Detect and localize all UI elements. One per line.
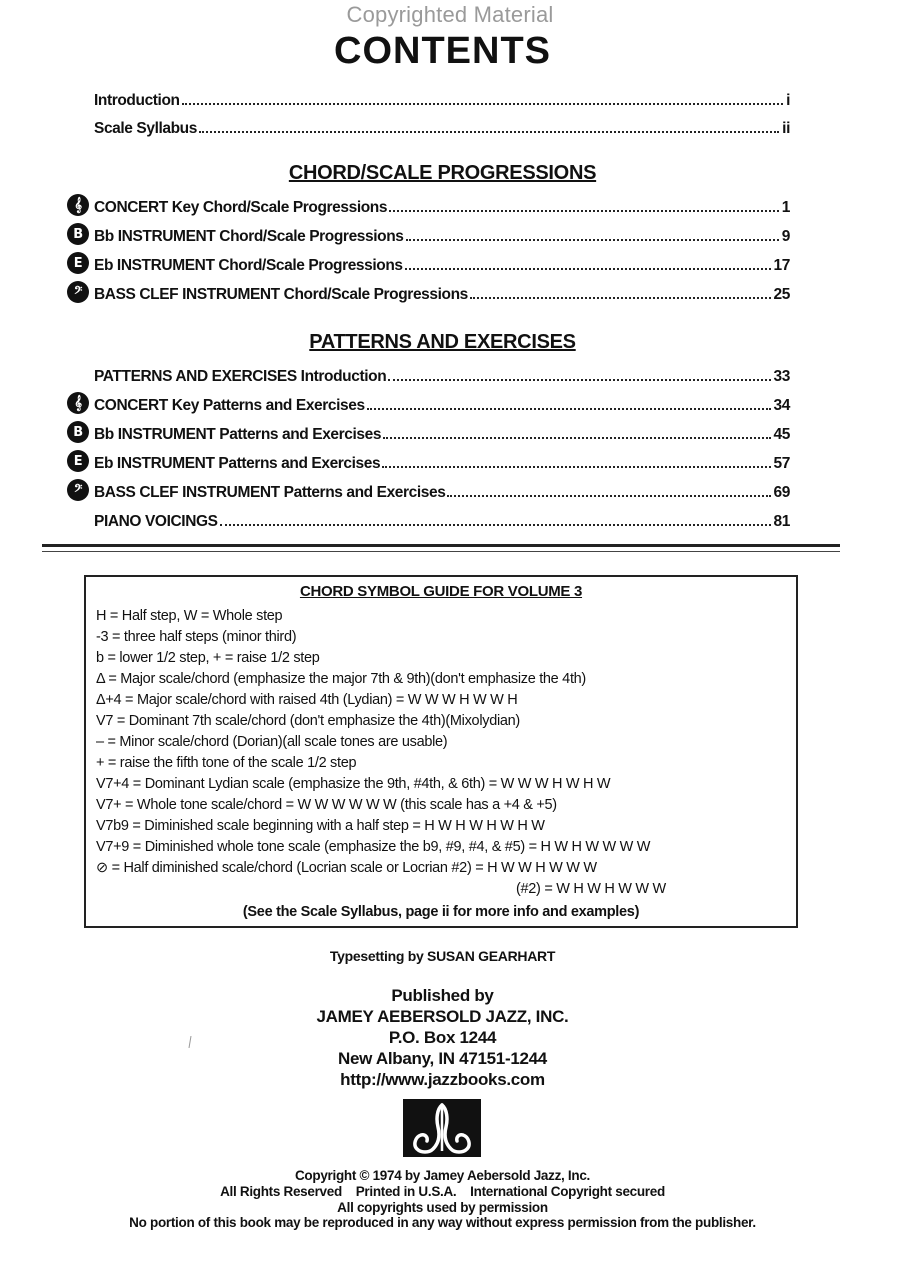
dot-leader [367, 408, 771, 410]
toc-row-eb-progressions[interactable] [73, 251, 790, 275]
chord-guide-title: CHORD SYMBOL GUIDE FOR VOLUME 3 [299, 583, 583, 600]
dot-leader [199, 131, 779, 133]
toc-row-concert-patterns[interactable] [74, 391, 790, 415]
eb-instrument-icon: E [67, 252, 89, 274]
toc-page-number: 17 [773, 257, 790, 274]
stray-mark [188, 1036, 192, 1048]
toc-label: PIANO VOICINGS [94, 513, 218, 530]
publisher-city: New Albany, IN 47151-1244 [338, 1049, 547, 1068]
bass-clef-icon: 𝄢 [67, 281, 89, 303]
permission-line: All copyrights used by permission [337, 1200, 548, 1215]
dot-leader [182, 103, 783, 105]
publisher-url[interactable]: http://www.jazzbooks.com [340, 1070, 545, 1089]
toc-row-eb-patterns[interactable] [73, 449, 790, 473]
treble-clef-icon: 𝄞 [67, 392, 89, 414]
toc-label: Bb INSTRUMENT Chord/Scale Progressions [94, 228, 404, 245]
publisher-po-box: P.O. Box 1244 [388, 1028, 497, 1047]
chord-guide-note: (See the Scale Syllabus, page ii for more info and examples) [242, 904, 640, 920]
chord-guide-line: – = Minor scale/chord (Dorian)(all scale tones are usable) [96, 734, 448, 750]
chord-guide-line: V7+4 = Dominant Lydian scale (emphasize the 9th, #4th, & 6th) = W W W H W H W [96, 776, 611, 792]
publisher-name: JAMEY AEBERSOLD JAZZ, INC. [316, 1007, 569, 1026]
bass-clef-icon: 𝄢 [67, 479, 89, 501]
toc-row-piano-voicings[interactable] [94, 507, 790, 531]
dot-leader [388, 379, 770, 381]
dot-leader [220, 524, 771, 526]
chord-guide-line: V7b9 = Diminished scale beginning with a half step = H W H W H W H W [96, 818, 545, 834]
reproduction-notice: No portion of this book may be reproduced in any way without express permission from the publisher. [129, 1215, 756, 1230]
toc-label: BASS CLEF INSTRUMENT Patterns and Exercises [94, 484, 446, 501]
toc-label: Scale Syllabus [94, 120, 197, 137]
section-heading-patterns: PATTERNS AND EXERCISES [309, 331, 576, 353]
toc-label: Eb INSTRUMENT Chord/Scale Progressions [94, 257, 403, 274]
toc-label: Eb INSTRUMENT Patterns and Exercises [94, 455, 381, 472]
toc-label: BASS CLEF INSTRUMENT Chord/Scale Progressions [94, 286, 468, 303]
toc-row-scale-syllabus[interactable] [94, 114, 790, 138]
toc-page-number: 33 [773, 368, 790, 385]
dot-leader [405, 268, 771, 270]
chord-guide-line: -3 = three half steps (minor third) [96, 629, 297, 645]
chord-guide-line: Δ = Major scale/chord (emphasize the major 7th & 9th)(don't emphasize the 4th) [96, 671, 586, 687]
dot-leader [389, 210, 779, 212]
toc-page-number: 9 [781, 228, 790, 245]
dot-leader [447, 495, 770, 497]
toc-row-bass-patterns[interactable] [74, 478, 790, 502]
toc-page-number: 81 [773, 513, 790, 530]
chord-guide-line: Δ+4 = Major scale/chord with raised 4th (Lydian) = W W W H W W H [96, 692, 518, 708]
chord-guide-line: V7+ = Whole tone scale/chord = W W W W W W (this scale has a +4 & +5) [96, 797, 557, 813]
page-title: CONTENTS [334, 30, 551, 72]
toc-page-number: 1 [781, 199, 790, 216]
toc-label: CONCERT Key Patterns and Exercises [94, 397, 365, 414]
toc-row-bb-progressions[interactable] [73, 222, 790, 246]
toc-label: Introduction [94, 92, 180, 109]
toc-row-bb-patterns[interactable] [73, 420, 790, 444]
copyright-line: Copyright © 1974 by Jamey Aebersold Jazz, Inc. [294, 1168, 590, 1183]
toc-row-concert-progressions[interactable] [74, 193, 790, 217]
toc-page-number: ii [782, 120, 790, 137]
bb-instrument-icon: B [67, 223, 89, 245]
chord-guide-line: (#2) = W H W H W W W [516, 881, 666, 897]
dot-leader [470, 297, 771, 299]
treble-clef-icon: 𝄞 [67, 194, 89, 216]
chord-guide-line: + = raise the fifth tone of the scale 1/2 step [96, 755, 357, 771]
dot-leader [382, 466, 770, 468]
chord-guide-line: b = lower 1/2 step, + = raise 1/2 step [96, 650, 320, 666]
toc-page-number: 34 [773, 397, 790, 414]
toc-page-number: 69 [773, 484, 790, 501]
eb-instrument-icon: E [67, 450, 89, 472]
chord-guide-line: V7 = Dominant 7th scale/chord (don't emphasize the 4th)(Mixolydian) [96, 713, 520, 729]
watermark: Copyrighted Material [346, 2, 554, 27]
divider-thick [42, 544, 840, 547]
section-heading-chord-scale: CHORD/SCALE PROGRESSIONS [288, 162, 597, 184]
toc-row-introduction[interactable] [94, 86, 790, 110]
divider-thin [42, 551, 840, 552]
toc-page-number: 57 [773, 455, 790, 472]
toc-page-number: i [786, 92, 790, 109]
toc-label: Bb INSTRUMENT Patterns and Exercises [94, 426, 382, 443]
toc-row-patterns-intro[interactable] [94, 362, 790, 386]
toc-label: PATTERNS AND EXERCISES Introduction [94, 368, 387, 385]
dot-leader [383, 437, 770, 439]
bb-instrument-icon: B [67, 421, 89, 443]
dot-leader [406, 239, 779, 241]
chord-guide-line: H = Half step, W = Whole step [96, 608, 283, 624]
typesetting-credit: Typesetting by SUSAN GEARHART [329, 948, 556, 964]
published-by: Published by [391, 986, 494, 1005]
publisher-logo-icon [403, 1099, 481, 1157]
chord-symbol-guide-box [84, 575, 798, 928]
toc-label: CONCERT Key Chord/Scale Progressions [94, 199, 388, 216]
chord-guide-line: V7+9 = Diminished whole tone scale (emphasize the b9, #9, #4, & #5) = H W H W W W W [96, 839, 651, 855]
toc-row-bass-progressions[interactable] [74, 280, 790, 304]
toc-page-number: 45 [773, 426, 790, 443]
chord-guide-line: ⊘ = Half diminished scale/chord (Locrian scale or Locrian #2) = H W W H W W W [96, 860, 597, 876]
rights-line: All Rights Reserved Printed in U.S.A. International Copyright secured [220, 1184, 665, 1199]
toc-page-number: 25 [773, 286, 790, 303]
